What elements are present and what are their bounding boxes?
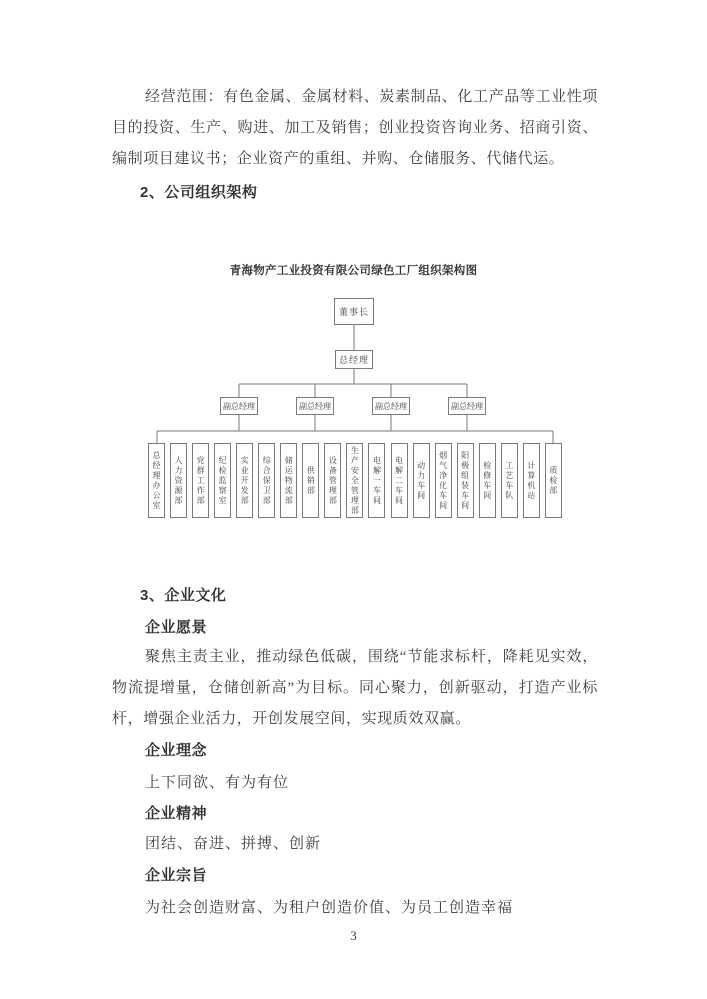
- org-box-department: 供销部: [302, 443, 319, 518]
- culture-tenet-text: 为社会创造财富、为租户创造价值、为员工创造幸福: [145, 900, 514, 916]
- section-heading-org-structure: 2、公司组织架构: [140, 184, 258, 201]
- org-box-department: 生产安全管理部: [346, 443, 363, 518]
- org-box-department: 纪检监察室: [214, 443, 231, 518]
- org-box-department: 检修车间: [479, 443, 496, 518]
- culture-tenet-heading: 企业宗旨: [145, 867, 208, 884]
- org-box-vice-gm: 副总经理: [372, 397, 410, 415]
- org-box-department: 实业开发部: [236, 443, 253, 518]
- org-box-department: 党群工作部: [192, 443, 209, 518]
- org-box-department: 电解二车间: [391, 443, 408, 518]
- org-chart-title: 青海物产工业投资有限公司绿色工厂组织架构图: [229, 265, 478, 277]
- org-box-department: 综合保卫部: [258, 443, 275, 518]
- culture-philosophy-text: 上下同欲、有为有位: [145, 775, 290, 791]
- culture-vision-paragraph: 聚焦主责主业，推动绿色低碳，围绕“节能求标杆，降耗见实效，物流提增量，仓储创新高”为目标。同心聚力，创新驱动，打造产业标杆，增强企业活力，开创发展空间，实现质效双赢。: [112, 649, 598, 727]
- culture-philosophy-heading: 企业理念: [145, 742, 208, 759]
- org-department-row: [148, 443, 562, 518]
- section-heading-corporate-culture: 3、企业文化: [140, 587, 227, 604]
- culture-vision-heading: 企业愿景: [145, 619, 208, 636]
- org-box-department: 设备管理部: [324, 443, 341, 518]
- page-number: 3: [350, 928, 357, 943]
- org-box-department: 工艺车队: [501, 443, 518, 518]
- org-box-general-manager: 总经理: [335, 350, 373, 369]
- org-box-department: 烟气净化车间: [435, 443, 452, 518]
- org-box-vice-gm: 副总经理: [448, 397, 486, 415]
- culture-spirit-text: 团结、奋进、拼搏、创新: [145, 836, 322, 852]
- culture-spirit-heading: 企业精神: [145, 805, 208, 822]
- org-box-department: 动力车间: [413, 443, 430, 518]
- org-box-vice-gm: 副总经理: [296, 397, 334, 415]
- org-box-chairman: 董事长: [334, 298, 374, 325]
- org-box-department: 总经理办公室: [148, 443, 165, 518]
- org-box-department: 计算机站: [523, 443, 540, 518]
- org-box-department: 阳极组装车间: [457, 443, 474, 518]
- org-box-vice-gm: 副总经理: [220, 397, 258, 415]
- org-box-department: 电解一车间: [368, 443, 385, 518]
- business-scope-paragraph: 经营范围：有色金属、金属材料、炭素制品、化工产品等工业性项目的投资、生产、购进、加工及销售；创业投资咨询业务、招商引资、编制项目建议书；企业资产的重组、并购、仓储服务、代储代运。: [112, 89, 598, 167]
- org-box-department: 质检部: [545, 443, 562, 518]
- org-box-department: 人力资源部: [170, 443, 187, 518]
- org-box-department: 储运物流部: [280, 443, 297, 518]
